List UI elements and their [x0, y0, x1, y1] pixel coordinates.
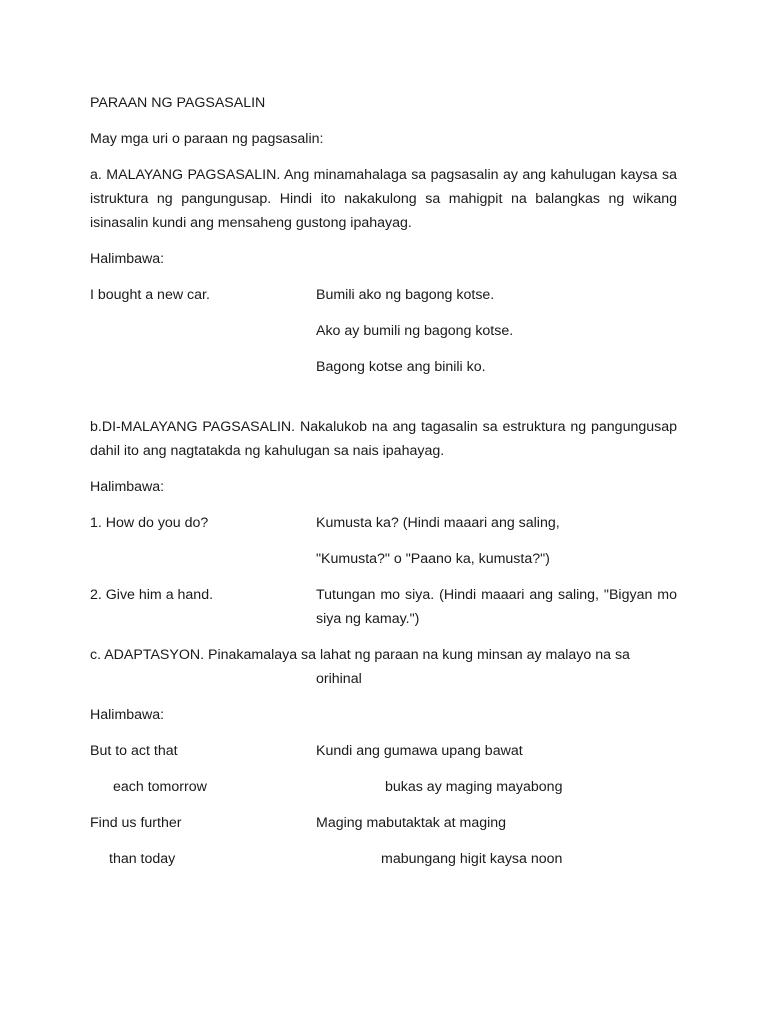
section-a-example-label: Halimbawa:	[90, 251, 165, 267]
poem-left-line: each tomorrow	[113, 779, 207, 795]
document-title: PARAAN NG PAGSASALIN	[90, 95, 266, 111]
section-a-paragraph: a. MALAYANG PAGSASALIN. Ang minamahalaga sa pagsasalin ay ang kahulugan kaysa sa istruktura ng pangungusap. Hindi ito nakakulong sa mahigpit na balangkas ng wikang isinasalin kundi ang mensaheng gustong ipahayag.	[90, 167, 677, 231]
poem-right-line: mabungang higit kaysa noon	[381, 851, 563, 867]
section-b-ex1-source: 1. How do you do?	[90, 515, 209, 531]
poem-left-line: But to act that	[90, 743, 178, 759]
section-a-translation-2: Ako ay bumili ng bagong kotse.	[316, 323, 514, 339]
poem-row	[90, 811, 677, 835]
section-b-example-1-cont	[90, 547, 677, 571]
section-b-ex1-translation-line2: "Kumusta?" o "Paano ka, kumusta?")	[316, 551, 550, 567]
section-a-source: I bought a new car.	[90, 287, 210, 303]
section-b-ex2-translation: Tutungan mo siya. (Hindi maaari ang saling, "Bigyan mo siya ng kamay.")	[316, 587, 677, 627]
section-a-example-row	[90, 355, 677, 379]
section-c-paragraph-line1: c. ADAPTASYON. Pinakamalaya sa lahat ng paraan na kung minsan ay malayo na sa	[90, 647, 630, 663]
intro-text: May mga uri o paraan ng pagsasalin:	[90, 131, 324, 147]
section-a-translation-3: Bagong kotse ang binili ko.	[316, 359, 486, 375]
poem-right-line: Kundi ang gumawa upang bawat	[316, 743, 523, 759]
poem-row	[90, 739, 677, 763]
section-c-example-label: Halimbawa:	[90, 707, 165, 723]
poem-left-line: than today	[109, 851, 176, 867]
section-b-example-label: Halimbawa:	[90, 479, 165, 495]
section-a-example-row	[90, 283, 677, 307]
poem-row	[90, 847, 677, 871]
document-body	[90, 91, 677, 871]
poem-right-line: bukas ay maging mayabong	[385, 779, 563, 795]
section-a-example-row	[90, 319, 677, 343]
section-b-ex1-translation-line1: Kumusta ka? (Hindi maaari ang saling,	[316, 515, 560, 531]
section-c-paragraph-line2: orihinal	[316, 671, 362, 687]
poem-right-line: Maging mabutaktak at maging	[316, 815, 507, 831]
section-b-paragraph: b.DI-MALAYANG PAGSASALIN. Nakalukob na ang tagasalin sa estruktura ng pangungusap dahil ito ang nagtatakda ng kahulugan sa nais ipahayag.	[90, 419, 677, 459]
section-b-example-1	[90, 511, 677, 535]
poem-row	[90, 775, 677, 799]
poem-left-line: Find us further	[90, 815, 182, 831]
section-b-ex2-source: 2. Give him a hand.	[90, 587, 214, 603]
section-a-translation-1: Bumili ako ng bagong kotse.	[316, 287, 495, 303]
section-b-example-2	[90, 583, 677, 631]
